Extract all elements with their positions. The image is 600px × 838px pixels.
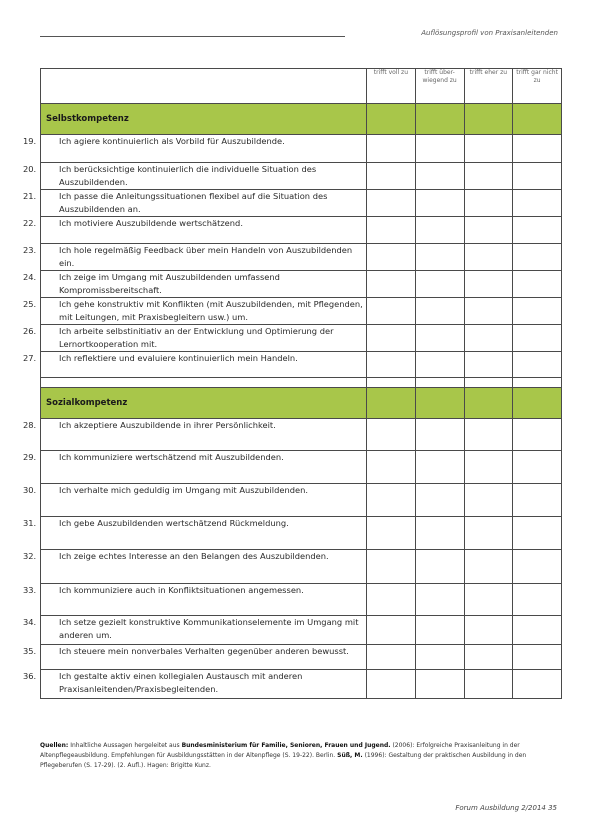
rating-cell[interactable] <box>415 419 464 451</box>
rating-cell[interactable] <box>513 517 562 550</box>
statement <box>23 451 366 464</box>
spacer-cell <box>464 378 513 388</box>
rating-cell[interactable] <box>513 419 562 451</box>
rating-cell[interactable] <box>415 584 464 616</box>
column-header: trifft eher zu <box>464 69 513 104</box>
statement-number: 34. <box>23 617 37 627</box>
rating-cell[interactable] <box>513 670 562 699</box>
statement-cell <box>23 244 367 271</box>
table-row <box>41 244 562 271</box>
statement-number: 21. <box>23 191 37 201</box>
statement-number: 30. <box>23 485 37 495</box>
rating-cell[interactable] <box>415 451 464 484</box>
statement <box>23 419 366 432</box>
statement-number: 29. <box>23 452 37 462</box>
rating-cell[interactable] <box>513 271 562 298</box>
statement <box>23 271 366 297</box>
table-row <box>41 298 562 325</box>
statement-cell <box>23 484 367 517</box>
section-title: Selbstkompetenz <box>41 104 367 135</box>
assessment-table <box>23 68 562 699</box>
statement-number: 35. <box>23 646 37 656</box>
statement-text: Ich zeige echtes Interesse an den Belangen des Auszubildenden. <box>59 551 329 561</box>
statement-text: Ich gebe Auszubildenden wertschätzend Rückmeldung. <box>59 518 289 528</box>
rating-cell[interactable] <box>464 244 513 271</box>
rating-cell[interactable] <box>367 517 416 550</box>
rating-cell[interactable] <box>513 451 562 484</box>
rating-cell[interactable] <box>464 163 513 190</box>
statement <box>23 352 366 365</box>
section-spacer <box>41 378 562 388</box>
rating-cell[interactable] <box>367 352 416 378</box>
rating-cell[interactable] <box>367 484 416 517</box>
statement-cell <box>23 190 367 217</box>
footnote-text: (1996): Gestaltung der praktischen Ausbildung in den Pflegeberufen (S. 17-29). (2. Aufl.). Hagen: Brigitte Kunz. <box>40 752 527 769</box>
rating-cell[interactable] <box>415 670 464 699</box>
statement-number: 22. <box>23 218 37 228</box>
rating-cell[interactable] <box>513 325 562 352</box>
section-header <box>41 388 562 419</box>
rating-cell[interactable] <box>415 352 464 378</box>
table-row <box>41 352 562 378</box>
statement-text: Ich berücksichtige kontinuierlich die individuelle Situation des Auszubildenden. <box>59 164 317 187</box>
section-header-cell <box>513 388 562 419</box>
rating-cell[interactable] <box>367 217 416 244</box>
table-row <box>41 484 562 517</box>
statement-cell <box>23 517 367 550</box>
table-corner <box>41 69 367 104</box>
rating-cell[interactable] <box>415 190 464 217</box>
statement <box>23 616 366 642</box>
statement <box>23 484 366 497</box>
table-row <box>41 217 562 244</box>
rating-cell[interactable] <box>513 163 562 190</box>
table-row <box>41 584 562 616</box>
rating-cell[interactable] <box>513 298 562 325</box>
rating-cell[interactable] <box>415 550 464 584</box>
source-footnote <box>40 741 561 771</box>
statement-text: Ich passe die Anleitungssituationen flexibel auf die Situation des Auszubildenden an. <box>59 191 328 214</box>
table-row <box>41 271 562 298</box>
statement <box>23 244 366 270</box>
rating-cell[interactable] <box>415 645 464 670</box>
rating-cell[interactable] <box>513 484 562 517</box>
statement-text: Ich gestalte aktiv einen kollegialen Austausch mit anderen Praxisanleitenden/Praxisbegleitenden. <box>59 671 303 694</box>
rating-cell[interactable] <box>367 419 416 451</box>
rating-cell[interactable] <box>464 325 513 352</box>
rating-cell[interactable] <box>415 484 464 517</box>
rating-cell[interactable] <box>415 271 464 298</box>
statement-text: Ich hole regelmäßig Feedback über mein Handeln von Auszubildenden ein. <box>59 245 353 268</box>
table-row <box>41 670 562 699</box>
rating-cell[interactable] <box>464 451 513 484</box>
statement-number: 25. <box>23 299 37 309</box>
rating-cell[interactable] <box>464 271 513 298</box>
footnote-source-2: Süß, M. <box>337 752 363 759</box>
rating-cell[interactable] <box>415 135 464 163</box>
statement <box>23 217 366 230</box>
rating-cell[interactable] <box>367 298 416 325</box>
section-title: Sozialkompetenz <box>41 388 367 419</box>
statement <box>23 517 366 530</box>
rating-cell[interactable] <box>367 271 416 298</box>
rating-cell[interactable] <box>464 517 513 550</box>
statement-cell <box>23 616 367 645</box>
rating-cell[interactable] <box>367 325 416 352</box>
rating-cell[interactable] <box>415 616 464 645</box>
rating-cell[interactable] <box>513 244 562 271</box>
rating-cell[interactable] <box>464 670 513 699</box>
statement-cell <box>23 135 367 163</box>
rating-cell[interactable] <box>367 670 416 699</box>
rating-cell[interactable] <box>464 584 513 616</box>
statement <box>23 135 366 148</box>
rating-cell[interactable] <box>415 217 464 244</box>
statement-number: 20. <box>23 164 37 174</box>
statement-number: 28. <box>23 420 37 430</box>
statement-cell <box>23 163 367 190</box>
rating-cell[interactable] <box>464 135 513 163</box>
rating-cell[interactable] <box>513 645 562 670</box>
statement-cell <box>23 217 367 244</box>
statement-number: 23. <box>23 245 37 255</box>
running-title: Auflösungsprofil von Praxisanleitenden <box>421 29 558 37</box>
table-row <box>41 419 562 451</box>
statement-number: 27. <box>23 353 37 363</box>
page-footer: Forum Ausbildung 2/2014 35 <box>455 804 557 812</box>
footnote-text: Inhaltliche Aussagen hergeleitet aus <box>68 742 182 749</box>
table-row <box>41 325 562 352</box>
table-row <box>41 645 562 670</box>
rating-cell[interactable] <box>367 645 416 670</box>
rating-cell[interactable] <box>367 584 416 616</box>
section-header-cell <box>513 104 562 135</box>
spacer-cell <box>415 378 464 388</box>
rating-cell[interactable] <box>464 645 513 670</box>
statement <box>23 584 366 597</box>
rating-cell[interactable] <box>464 550 513 584</box>
statement-number: 19. <box>23 136 37 146</box>
rating-cell[interactable] <box>367 135 416 163</box>
table-row <box>41 135 562 163</box>
statement-cell <box>23 670 367 699</box>
header-rule <box>40 36 345 37</box>
section-header-cell <box>464 104 513 135</box>
rating-cell[interactable] <box>513 550 562 584</box>
spacer-cell <box>513 378 562 388</box>
statement-number: 31. <box>23 518 37 528</box>
section-header-cell <box>464 388 513 419</box>
rating-cell[interactable] <box>513 135 562 163</box>
statement-cell <box>23 298 367 325</box>
statement-cell <box>23 271 367 298</box>
rating-cell[interactable] <box>464 484 513 517</box>
rating-cell[interactable] <box>513 217 562 244</box>
statement-cell <box>23 419 367 451</box>
statement-number: 32. <box>23 551 37 561</box>
footnote-label: Quellen: <box>40 742 69 749</box>
table-row <box>41 550 562 584</box>
rating-cell[interactable] <box>415 325 464 352</box>
statement-text: Ich motiviere Auszubildende wertschätzend. <box>59 218 243 228</box>
statement-text: Ich setze gezielt konstruktive Kommunikationselemente im Umgang mit anderen um. <box>59 617 359 640</box>
table-row <box>41 190 562 217</box>
statement-text: Ich verhalte mich geduldig im Umgang mit Auszubildenden. <box>59 485 308 495</box>
table-row <box>41 517 562 550</box>
section-header-cell <box>415 388 464 419</box>
section-header-cell <box>367 388 416 419</box>
rating-cell[interactable] <box>367 244 416 271</box>
statement-text: Ich akzeptiere Auszubildende in ihrer Persönlichkeit. <box>59 420 276 430</box>
footnote-text: (2006): Erfolgreiche Praxisanleitung in der Altenpflegeausbildung. Empfehlungen für Ausbildungsstätten in der Altenpflege (S. 19-22). Berlin. <box>40 742 520 759</box>
column-header: trifft gar nicht zu <box>513 69 562 104</box>
statement-text: Ich steuere mein nonverbales Verhalten gegenüber anderen bewusst. <box>59 646 349 656</box>
rating-cell[interactable] <box>367 190 416 217</box>
statement-number: 36. <box>23 671 37 681</box>
rating-cell[interactable] <box>464 419 513 451</box>
statement <box>23 163 366 189</box>
statement-cell <box>23 645 367 670</box>
statement <box>23 298 366 324</box>
statement <box>23 325 366 351</box>
section-header-cell <box>367 104 416 135</box>
statement <box>23 550 366 563</box>
statement <box>23 645 366 658</box>
statement-cell <box>23 352 367 378</box>
table-row <box>41 451 562 484</box>
statement <box>23 670 366 696</box>
statement-cell <box>23 584 367 616</box>
table-row <box>41 616 562 645</box>
statement-cell <box>23 451 367 484</box>
rating-cell[interactable] <box>415 244 464 271</box>
rating-cell[interactable] <box>464 217 513 244</box>
rating-cell[interactable] <box>513 190 562 217</box>
section-header <box>41 104 562 135</box>
rating-cell[interactable] <box>415 163 464 190</box>
rating-cell[interactable] <box>464 352 513 378</box>
rating-cell[interactable] <box>367 163 416 190</box>
statement-cell <box>23 325 367 352</box>
rating-cell[interactable] <box>367 451 416 484</box>
rating-cell[interactable] <box>367 550 416 584</box>
rating-cell[interactable] <box>367 616 416 645</box>
rating-cell[interactable] <box>415 517 464 550</box>
footnote-source-1: Bundesministerium für Familie, Senioren, Frauen und Jugend. <box>181 742 391 749</box>
statement-number: 26. <box>23 326 37 336</box>
statement-text: Ich kommuniziere auch in Konfliktsituationen angemessen. <box>59 585 304 595</box>
statement-text: Ich reflektiere und evaluiere kontinuierlich mein Handeln. <box>59 353 298 363</box>
statement <box>23 190 366 216</box>
statement-text: Ich zeige im Umgang mit Auszubildenden umfassend Kompromissbereitschaft. <box>59 272 280 295</box>
column-header: trifft voll zu <box>367 69 416 104</box>
column-header: trifft über-wiegend zu <box>415 69 464 104</box>
statement-text: Ich kommuniziere wertschätzend mit Auszubildenden. <box>59 452 284 462</box>
section-header-cell <box>415 104 464 135</box>
statement-cell <box>23 550 367 584</box>
statement-text: Ich agiere kontinuierlich als Vorbild für Auszubildende. <box>59 136 285 146</box>
table-row <box>41 163 562 190</box>
statement-text: Ich arbeite selbstinitiativ an der Entwicklung und Optimierung der Lernortkooperation mit. <box>59 326 334 349</box>
statement-text: Ich gehe konstruktiv mit Konflikten (mit Auszubildenden, mit Pflegenden, mit Leitungen, mit Praxisbegleitern usw.) um. <box>59 299 363 322</box>
rating-cell[interactable] <box>513 616 562 645</box>
rating-cell[interactable] <box>464 298 513 325</box>
rating-cell[interactable] <box>513 584 562 616</box>
statement-number: 33. <box>23 585 37 595</box>
rating-cell[interactable] <box>415 298 464 325</box>
rating-cell[interactable] <box>513 352 562 378</box>
spacer-cell <box>41 378 367 388</box>
rating-cell[interactable] <box>464 190 513 217</box>
statement-number: 24. <box>23 272 37 282</box>
rating-cell[interactable] <box>464 616 513 645</box>
spacer-cell <box>367 378 416 388</box>
